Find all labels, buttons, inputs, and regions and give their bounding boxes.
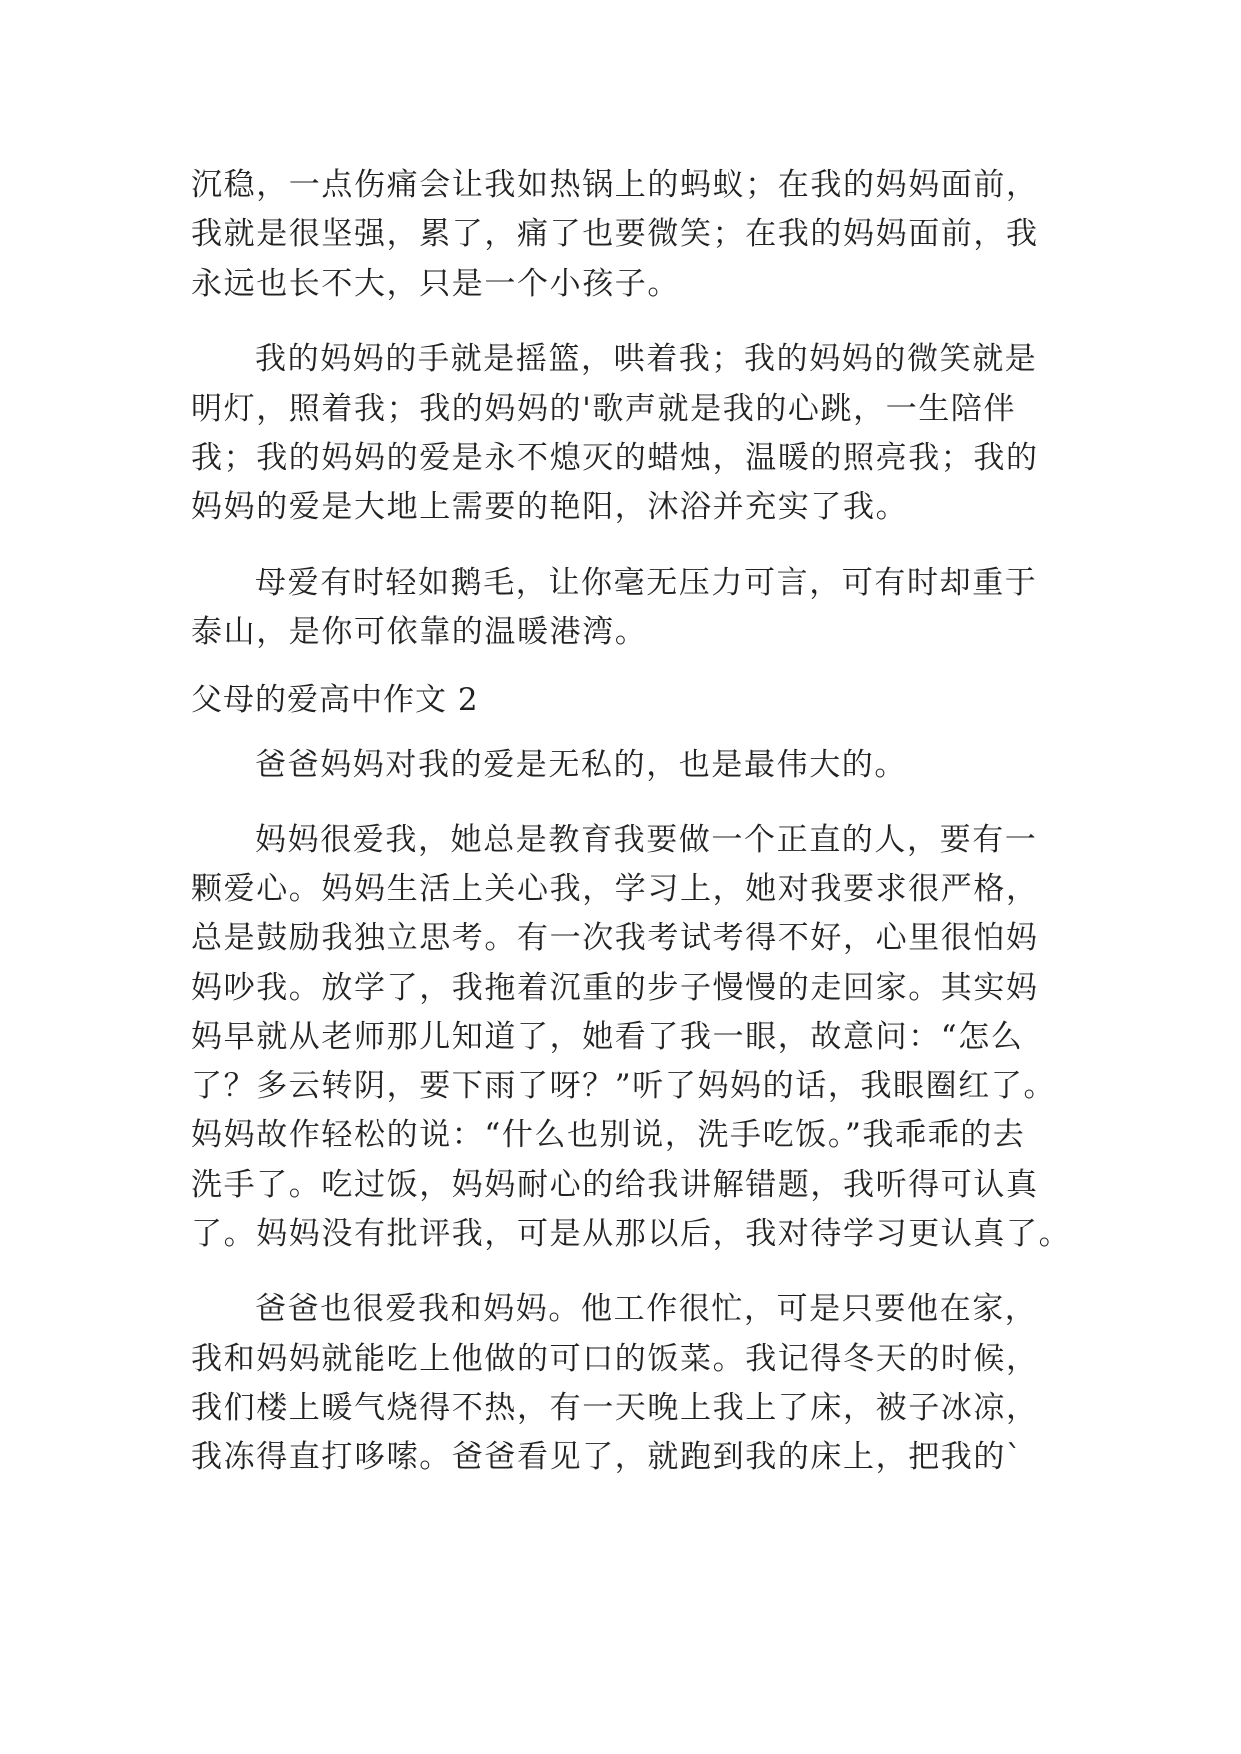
text-line: 总是鼓励我独立思考。有一次我考试考得不好，心里很怕妈 [191, 920, 1039, 956]
text-line: 我冻得直打哆嗦。爸爸看见了，就跑到我的床上，把我的` [191, 1439, 1024, 1475]
text-line: 妈妈故作轻松的说：“什么也别说，洗手吃饭。”我乖乖的去 [191, 1117, 1026, 1153]
text-line: 沉稳，一点伤痛会让我如热锅上的蚂蚁；在我的妈妈面前， [191, 167, 1039, 203]
text-line: 明灯，照着我；我的妈妈的'歌声就是我的心跳，一生陪伴 [191, 391, 1017, 427]
text-line: 颗爱心。妈妈生活上关心我，学习上，她对我要求很严格， [191, 871, 1039, 907]
text-line: 妈吵我。放学了，我拖着沉重的步子慢慢的走回家。其实妈 [191, 970, 1039, 1006]
paragraph-first-line: 妈妈很爱我，她总是教育我要做一个正直的人，要有一 [255, 822, 1038, 858]
text-line: 妈妈的爱是大地上需要的艳阳，沐浴并充实了我。 [191, 489, 909, 525]
text-line: 妈早就从老师那儿知道了，她看了我一眼，故意问：“怎么 [191, 1019, 1024, 1055]
text-line: 泰山，是你可依靠的温暖港湾。 [191, 614, 648, 650]
text-line: 我们楼上暖气烧得不热，有一天晚上我上了床，被子冰凉， [191, 1390, 1039, 1426]
text-line: 我和妈妈就能吃上他做的可口的饭菜。我记得冬天的时候， [191, 1341, 1039, 1377]
paragraph-first-line: 我的妈妈的手就是摇篮，哄着我；我的妈妈的微笑就是 [255, 341, 1038, 377]
section-heading: 父母的爱高中作文 2 [191, 682, 479, 718]
text-line: 了。妈妈没有批评我，可是从那以后，我对待学习更认真了。 [191, 1216, 1072, 1252]
text-line: 永远也长不大，只是一个小孩子。 [191, 266, 680, 302]
text-line: 洗手了。吃过饭，妈妈耐心的给我讲解错题，我听得可认真 [191, 1167, 1039, 1203]
paragraph-first-line: 爸爸妈妈对我的爱是无私的，也是最伟大的。 [255, 747, 907, 783]
paragraph-first-line: 母爱有时轻如鹅毛，让你毫无压力可言，可有时却重于 [255, 565, 1038, 601]
text-line: 了？多云转阴，要下雨了呀？”听了妈妈的话，我眼圈红了。 [191, 1068, 1057, 1104]
text-line: 我就是很坚强，累了，痛了也要微笑；在我的妈妈面前，我 [191, 216, 1039, 252]
paragraph-first-line: 爸爸也很爱我和妈妈。他工作很忙，可是只要他在家， [255, 1291, 1038, 1327]
text-line: 我；我的妈妈的爱是永不熄灭的蜡烛，温暖的照亮我；我的 [191, 440, 1039, 476]
